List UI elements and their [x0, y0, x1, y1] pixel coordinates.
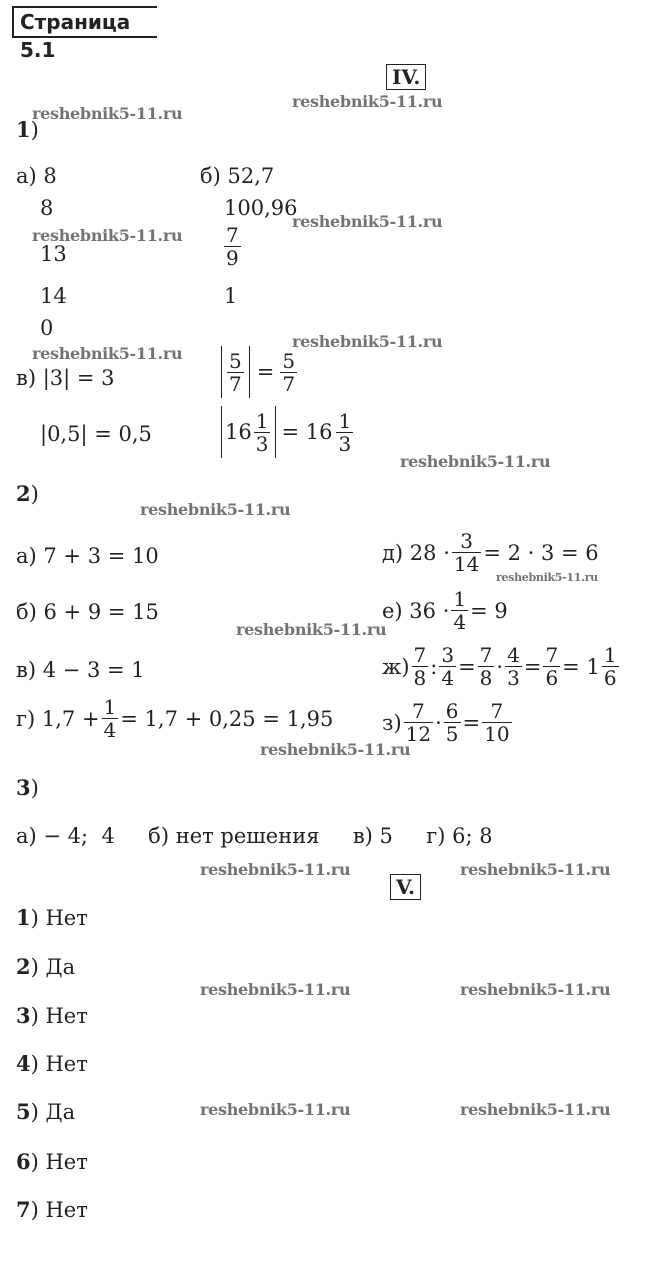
v-item-4: 4) Нет [16, 1051, 88, 1076]
watermark: reshebnik5-11.ru [32, 104, 183, 123]
task-1a-label: а) 8 [16, 164, 57, 188]
v-item-3: 3) Нет [16, 1003, 88, 1028]
watermark: reshebnik5-11.ru [140, 500, 291, 519]
watermark: reshebnik5-11.ru [32, 344, 183, 363]
watermark: reshebnik5-11.ru [200, 860, 351, 879]
task-1b-fraction: $\frac{7}{9}$ [226, 223, 239, 270]
v-item-1: 1) Нет [16, 905, 88, 930]
task-2-heading: 2) [16, 481, 39, 506]
watermark: reshebnik5-11.ru [292, 92, 443, 111]
section-iv-title: IV. [386, 64, 426, 90]
task-1a-value: 0 [40, 316, 54, 340]
task-3-heading: 3) [16, 775, 39, 800]
task-1b-value: 1 [224, 284, 238, 308]
task-2g: г) 1,7 + $\frac{1}{4}$ = 1,7 + 0,25 = 1,95 [16, 695, 334, 742]
task-1a-value: 14 [40, 284, 67, 308]
watermark: reshebnik5-11.ru [460, 860, 611, 879]
v-item-7: 7) Нет [16, 1197, 88, 1222]
watermark: reshebnik5-11.ru [236, 620, 387, 639]
task-2z: з) $\frac{7}{12}$ · $\frac{6}{5}$ = $\frac{7}{10}$ [382, 699, 510, 746]
task-1v-row2-right: 16 $\frac{1}{3}$ = 16 $\frac{1}{3}$ [218, 406, 355, 458]
v-item-6: 6) Нет [16, 1149, 88, 1174]
task-1v-row2-left: |0,5| = 0,5 [40, 422, 152, 446]
watermark: reshebnik5-11.ru [496, 571, 598, 584]
task-1a-value: 13 [40, 242, 67, 266]
watermark: reshebnik5-11.ru [400, 452, 551, 471]
task-1b-value: 100,96 [224, 196, 298, 220]
watermark: reshebnik5-11.ru [292, 212, 443, 231]
task-1v-row1-left: в) |3| = 3 [16, 366, 115, 390]
watermark: reshebnik5-11.ru [32, 226, 183, 245]
watermark: reshebnik5-11.ru [292, 332, 443, 351]
section-v-title: V. [390, 874, 421, 900]
task-1-heading: 1) [16, 117, 39, 142]
v-item-2: 2) Да [16, 954, 76, 979]
task-3-answers: а) − 4; 4 б) нет решения в) 5 г) 6; 8 [16, 824, 493, 848]
watermark: reshebnik5-11.ru [260, 740, 411, 759]
task-2a: а) 7 + 3 = 10 [16, 544, 159, 568]
page-label: Страница 5.1 [12, 6, 157, 38]
watermark: reshebnik5-11.ru [200, 980, 351, 999]
watermark: reshebnik5-11.ru [460, 980, 611, 999]
watermark: reshebnik5-11.ru [460, 1100, 611, 1119]
watermark: reshebnik5-11.ru [200, 1100, 351, 1119]
task-1b-label: б) 52,7 [200, 164, 275, 188]
v-item-5: 5) Да [16, 1099, 76, 1124]
task-2d: д) 28 · $\frac{3}{14}$ = 2 · 3 = 6 [382, 529, 599, 576]
task-2e: е) 36 · $\frac{1}{4}$ = 9 [382, 587, 508, 634]
task-2v: в) 4 − 3 = 1 [16, 658, 145, 682]
task-2b: б) 6 + 9 = 15 [16, 600, 159, 624]
task-2zh: ж) $\frac{7}{8}$ : $\frac{3}{4}$ = $\frac{7}{8}$ · $\frac{4}{3}$ = $\frac{7}{6}$ = 1 $\frac{1}{6}$ [382, 643, 617, 690]
task-1a-value: 8 [40, 196, 54, 220]
task-1v-row1-right: $\frac{5}{7}$ = $\frac{5}{7}$ [218, 346, 299, 398]
